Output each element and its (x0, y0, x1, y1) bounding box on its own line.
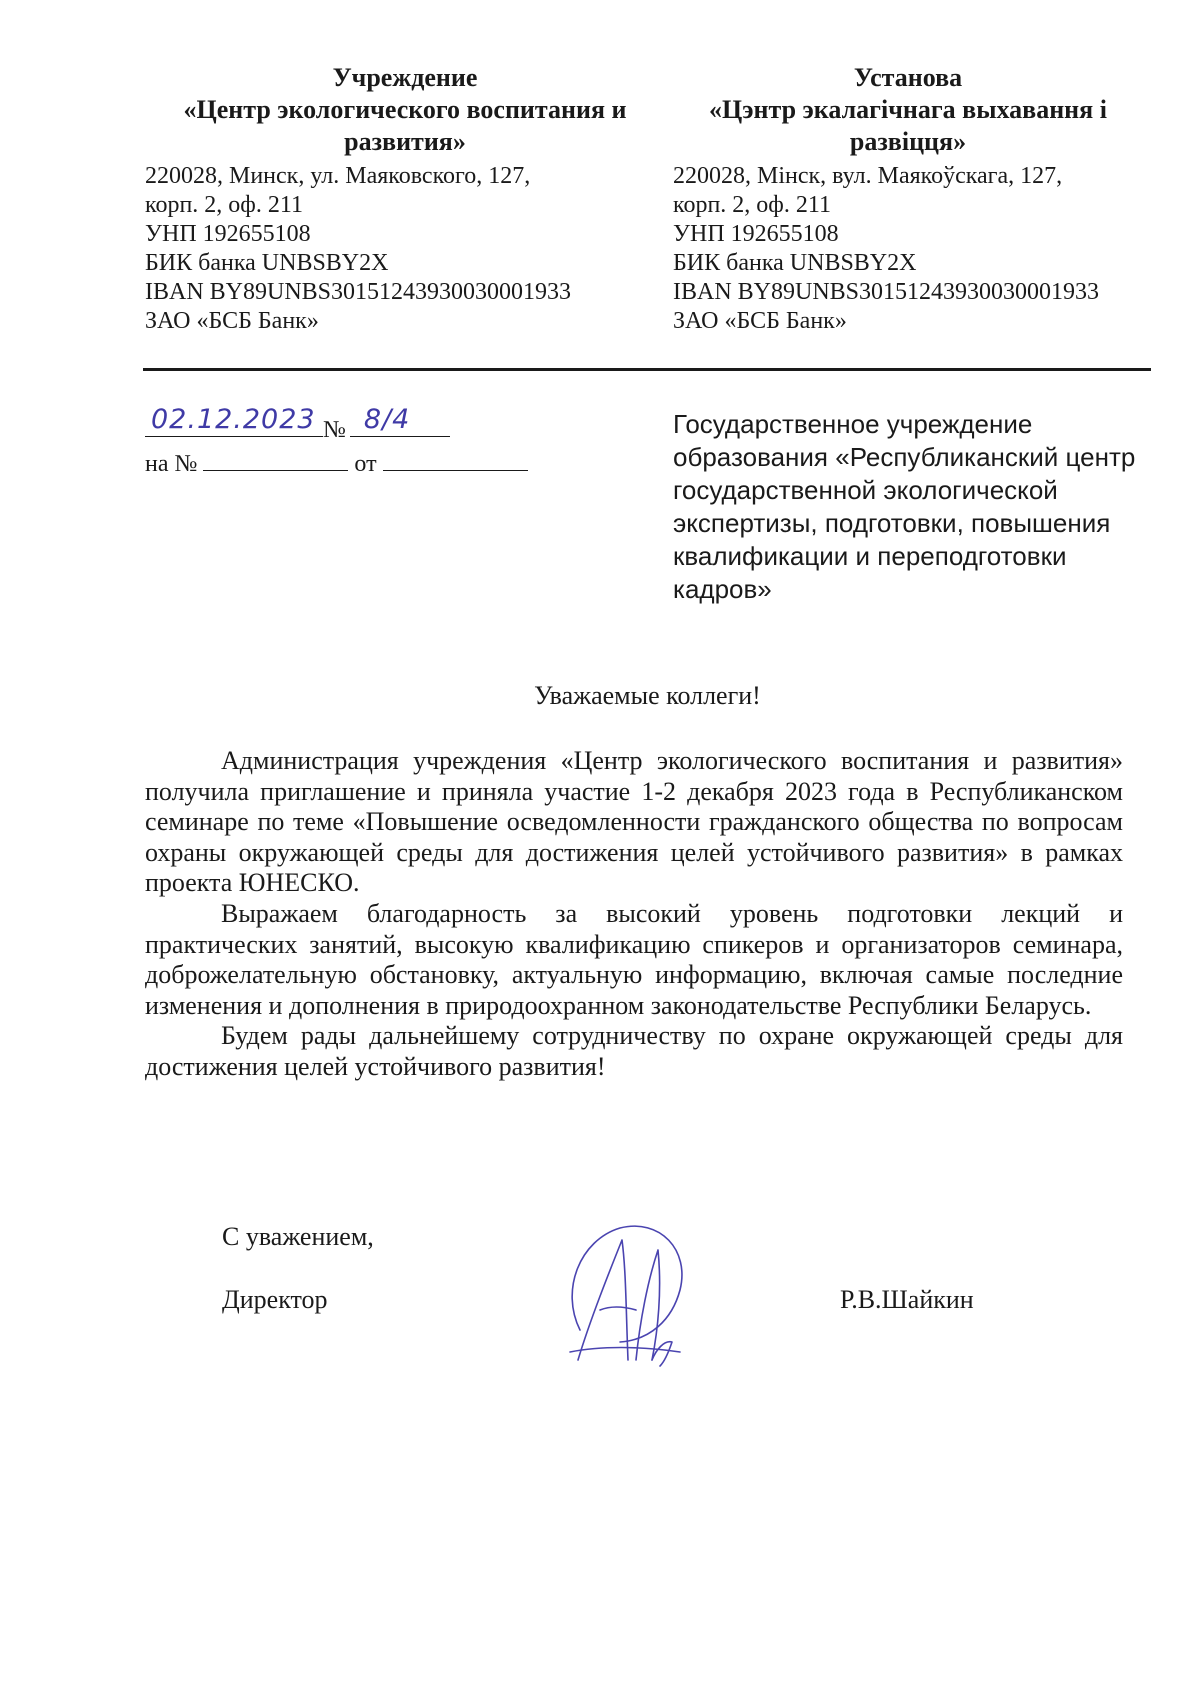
address-ru-line: IBAN BY89UNBS30151243930030001933 (145, 279, 572, 305)
handwritten-date: 02.12.2023 (151, 404, 316, 435)
number-blank (350, 404, 450, 437)
from-label: от (354, 451, 377, 477)
address-ru-line: 220028, Минск, ул. Маяковского, 127, (145, 163, 531, 189)
signer-title: Директор (222, 1285, 328, 1314)
org-name-by-line-1: Установа (853, 63, 963, 92)
address-by-line: УНП 192655108 (673, 221, 839, 247)
org-name-ru-line-1: Учреждение (332, 63, 478, 92)
org-name-by-line-2: «Цэнтр экалагічнага выхавання і (709, 95, 1107, 124)
recipient-line: образования «Республиканский центр (673, 442, 1136, 472)
outgoing-registration (145, 404, 450, 445)
address-by-line: корп. 2, оф. 211 (673, 192, 831, 218)
header-right (673, 62, 1143, 336)
body-paragraph: Выражаем благодарность за высокий уровень подготовки лекций и практических занятий, высокую квалификацию спикеров и организаторов семинара, доброжелательную обстановку, актуальную информацию, включая самые последние изменения и дополнения в природоохранном законодательстве Республики Беларусь. (145, 898, 1123, 1020)
handwritten-signature (540, 1210, 710, 1380)
org-name-ru-line-3: развития» (344, 127, 466, 156)
closing: С уважением, (222, 1222, 374, 1251)
recipient-line: государственной экологической (673, 475, 1058, 505)
recipient-block (673, 408, 1163, 606)
address-by-line: ЗАО «БСБ Банк» (673, 308, 847, 334)
header-left (145, 62, 665, 336)
recipient-line: кадров» (673, 574, 772, 604)
reply-registration (145, 446, 528, 479)
org-name-ru-line-2: «Центр экологического воспитания и (183, 95, 627, 124)
reply-number-blank (203, 446, 348, 471)
address-ru (145, 162, 665, 336)
address-ru-line: ЗАО «БСБ Банк» (145, 308, 319, 334)
address-by-line: 220028, Мінск, вул. Маякоўскага, 127, (673, 163, 1063, 189)
recipient-line: экспертизы, подготовки, повышения (673, 508, 1111, 538)
handwritten-number: 8/4 (363, 404, 411, 435)
org-name-by-line-3: развіцця» (849, 127, 967, 156)
address-by-line: IBAN BY89UNBS30151243930030001933 (673, 279, 1100, 305)
recipient-line: квалификации и переподготовки (673, 541, 1067, 571)
number-sign: № (323, 417, 346, 443)
reply-prefix: на № (145, 451, 198, 477)
address-ru-line: БИК банка UNBSBY2X (145, 250, 389, 276)
address-ru-line: УНП 192655108 (145, 221, 311, 247)
body-paragraph: Администрация учреждения «Центр экологического воспитания и развития» получила приглашение и приняла участие 1-2 декабря 2023 года в Республиканском семинаре по теме «Повышение осведомленности гражданского общества по вопросам охраны окружающей среды для достижения целей устойчивого развития» в рамках проекта ЮНЕСКО. (145, 746, 1123, 898)
recipient-line: Государственное учреждение (673, 409, 1033, 439)
address-by-line: БИК банка UNBSBY2X (673, 250, 917, 276)
address-by (673, 162, 1143, 336)
letter-body (145, 746, 1123, 1083)
address-ru-line: корп. 2, оф. 211 (145, 192, 303, 218)
body-paragraph: Будем рады дальнейшему сотрудничеству по охране окружающей среды для достижения целей устойчивого развития! (145, 1021, 1123, 1081)
date-blank (145, 404, 323, 437)
header-divider (143, 368, 1151, 371)
signer-name: Р.В.Шайкин (840, 1285, 974, 1314)
reply-date-blank (383, 446, 528, 471)
salutation: Уважаемые коллеги! (534, 681, 761, 710)
